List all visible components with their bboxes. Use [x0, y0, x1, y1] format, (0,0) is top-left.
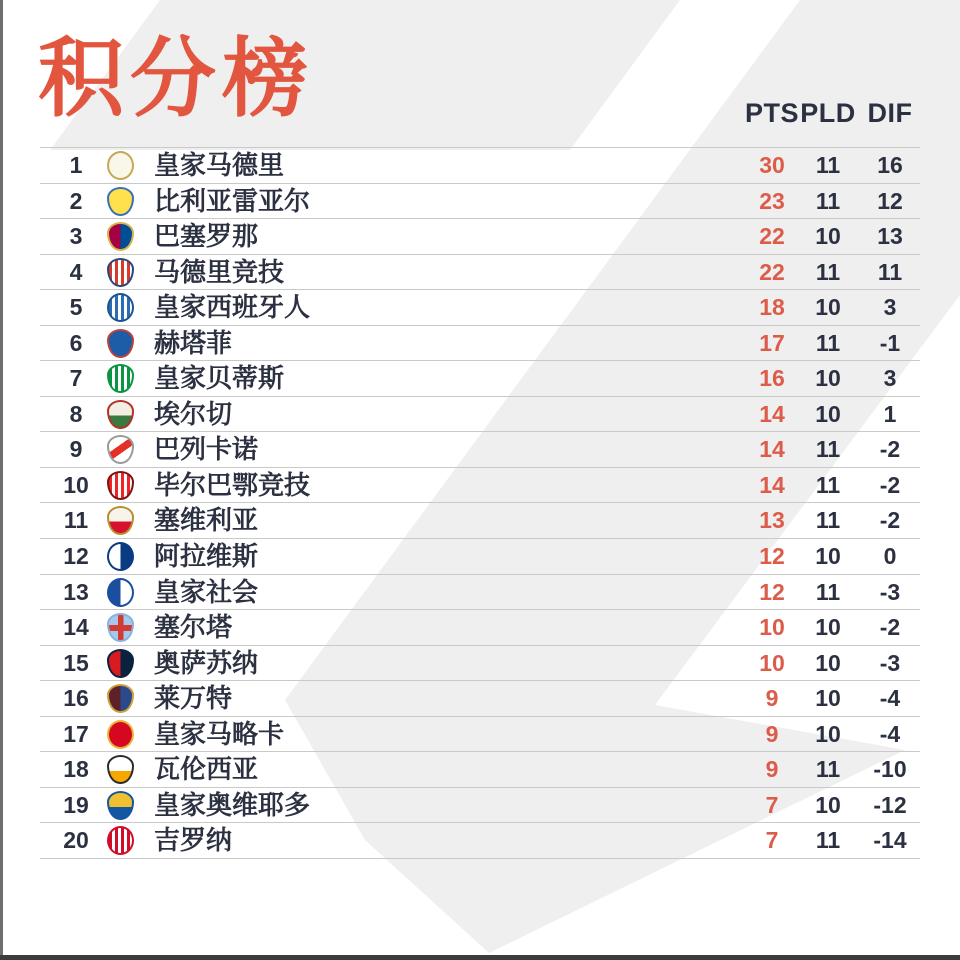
team-name-cell: 阿拉维斯	[154, 541, 259, 572]
dif-cell: 11	[877, 258, 903, 285]
table-row	[40, 646, 920, 682]
pts-cell: 9	[765, 720, 779, 747]
team-name-cell: 莱万特	[154, 683, 233, 714]
rank-cell: 9	[69, 436, 83, 463]
team-crest-icon	[107, 400, 134, 429]
rank-cell: 5	[69, 294, 83, 321]
rank-cell: 15	[63, 649, 89, 676]
pts-cell: 14	[759, 400, 785, 427]
dif-cell: 13	[877, 223, 903, 250]
pld-cell: 11	[815, 187, 841, 214]
team-name-cell: 皇家社会	[154, 576, 259, 607]
team-name-cell: 皇家西班牙人	[154, 292, 311, 323]
table-row	[40, 219, 920, 255]
dif-cell: -2	[879, 507, 901, 534]
rank-cell: 7	[69, 365, 83, 392]
team-name-cell: 比利亚雷亚尔	[154, 185, 311, 216]
pld-cell: 10	[815, 614, 841, 641]
dif-cell: -1	[879, 329, 901, 356]
pts-cell: 16	[759, 365, 785, 392]
team-name-cell: 巴列卡诺	[154, 434, 259, 465]
rank-cell: 3	[69, 223, 83, 250]
team-crest-icon	[107, 649, 134, 678]
dif-cell: 3	[883, 365, 897, 392]
team-crest-icon	[107, 435, 134, 464]
table-row	[40, 468, 920, 504]
column-header-pld: PLD	[800, 98, 856, 128]
team-crest-icon	[107, 329, 134, 358]
team-crest-icon	[107, 720, 134, 749]
team-name-cell: 皇家马略卡	[154, 718, 285, 749]
pts-cell: 7	[765, 791, 779, 818]
team-crest-icon	[107, 187, 134, 216]
team-crest-icon	[107, 222, 134, 251]
pld-cell: 11	[815, 436, 841, 463]
pts-cell: 10	[759, 614, 785, 641]
column-header-pts: PTS	[744, 98, 799, 128]
team-name-cell: 塞尔塔	[154, 612, 233, 643]
pld-cell: 10	[815, 543, 841, 570]
pld-cell: 10	[815, 365, 841, 392]
team-crest-icon	[107, 578, 134, 607]
table-row	[40, 503, 920, 539]
team-name-cell: 毕尔巴鄂竞技	[154, 469, 311, 500]
team-crest-icon	[107, 755, 134, 784]
dif-cell: 0	[883, 543, 897, 570]
team-name-cell: 巴塞罗那	[154, 221, 259, 252]
pld-cell: 10	[815, 223, 841, 250]
pld-cell: 10	[815, 649, 841, 676]
table-row	[40, 610, 920, 646]
standings-rows	[40, 147, 920, 859]
pld-cell: 11	[815, 471, 841, 498]
pld-cell: 11	[815, 507, 841, 534]
team-name-cell: 奥萨苏纳	[154, 647, 259, 678]
team-crest-icon	[107, 684, 134, 713]
dif-cell: -2	[879, 436, 901, 463]
rank-cell: 13	[63, 578, 89, 605]
team-name-cell: 埃尔切	[154, 398, 233, 429]
dif-cell: 3	[883, 294, 897, 321]
dif-cell: 16	[877, 152, 903, 178]
table-row	[40, 326, 920, 362]
pld-cell: 10	[815, 294, 841, 321]
dif-cell: 1	[883, 400, 897, 427]
column-header-dif: DIF	[867, 98, 913, 128]
rank-cell: 2	[69, 187, 83, 214]
table-row	[40, 575, 920, 611]
pld-cell: 10	[815, 400, 841, 427]
rank-cell: 11	[63, 507, 89, 534]
table-row	[40, 539, 920, 575]
table-row	[40, 752, 920, 788]
pts-cell: 14	[759, 471, 785, 498]
team-crest-icon	[107, 791, 134, 820]
rank-cell: 1	[69, 152, 83, 178]
rank-cell: 19	[63, 791, 89, 818]
rank-cell: 12	[63, 543, 89, 570]
pts-cell: 22	[759, 223, 785, 250]
rank-cell: 8	[69, 400, 83, 427]
dif-cell: -4	[879, 685, 901, 712]
team-crest-icon	[107, 293, 134, 322]
dif-cell: -2	[879, 471, 901, 498]
team-name-cell: 皇家奥维耶多	[154, 789, 311, 820]
dif-cell: -2	[879, 614, 901, 641]
team-name-cell: 塞维利亚	[154, 505, 259, 536]
pld-cell: 10	[815, 720, 841, 747]
pts-cell: 18	[759, 294, 785, 321]
table-row	[40, 788, 920, 824]
pts-cell: 12	[759, 578, 785, 605]
pts-cell: 30	[759, 152, 785, 178]
table-row	[40, 717, 920, 753]
bottom-frame-edge	[0, 955, 960, 960]
table-row	[40, 397, 920, 433]
dif-cell: -3	[879, 649, 901, 676]
team-name-cell: 马德里竞技	[154, 256, 285, 287]
left-frame-edge	[0, 0, 3, 960]
rank-cell: 20	[63, 827, 89, 854]
pld-cell: 11	[815, 756, 841, 783]
table-header-row	[40, 94, 920, 132]
team-crest-icon	[107, 542, 134, 571]
table-row	[40, 255, 920, 291]
pts-cell: 23	[759, 187, 785, 214]
rank-cell: 10	[63, 471, 89, 498]
table-row	[40, 823, 920, 859]
table-row	[40, 681, 920, 717]
team-crest-icon	[107, 506, 134, 535]
team-crest-icon	[107, 471, 134, 500]
page-title: 积分榜	[38, 31, 314, 127]
dif-cell: -10	[873, 756, 907, 783]
team-name-cell: 皇家贝蒂斯	[154, 363, 285, 394]
table-row	[40, 361, 920, 397]
pts-cell: 10	[759, 649, 785, 676]
rank-cell: 4	[69, 258, 83, 285]
team-crest-icon	[107, 151, 134, 180]
pts-cell: 9	[765, 756, 779, 783]
team-name-cell: 瓦伦西亚	[154, 754, 259, 785]
dif-cell: -14	[873, 827, 907, 854]
pts-cell: 14	[759, 436, 785, 463]
pts-cell: 13	[759, 507, 785, 534]
table-row	[40, 432, 920, 468]
team-crest-icon	[107, 364, 134, 393]
rank-cell: 18	[63, 756, 89, 783]
table-row	[40, 290, 920, 326]
pld-cell: 10	[815, 685, 841, 712]
team-name-cell: 吉罗纳	[154, 825, 233, 856]
dif-cell: -12	[873, 791, 907, 818]
table-row	[40, 184, 920, 220]
pts-cell: 7	[765, 827, 779, 854]
pld-cell: 11	[815, 578, 841, 605]
dif-cell: 12	[877, 187, 903, 214]
pld-cell: 10	[815, 791, 841, 818]
team-crest-icon	[107, 826, 134, 855]
rank-cell: 16	[63, 685, 89, 712]
pld-cell: 11	[815, 827, 841, 854]
pts-cell: 9	[765, 685, 779, 712]
rank-cell: 14	[63, 614, 89, 641]
pld-cell: 11	[815, 329, 841, 356]
pts-cell: 12	[759, 543, 785, 570]
pld-cell: 11	[815, 258, 841, 285]
team-name-cell: 赫塔菲	[154, 327, 233, 358]
table-row	[40, 148, 920, 184]
dif-cell: -3	[879, 578, 901, 605]
dif-cell: -4	[879, 720, 901, 747]
rank-cell: 17	[63, 720, 89, 747]
pld-cell: 11	[815, 152, 841, 178]
team-crest-icon	[107, 258, 134, 287]
pts-cell: 17	[759, 329, 785, 356]
pts-cell: 22	[759, 258, 785, 285]
rank-cell: 6	[69, 329, 83, 356]
team-crest-icon	[107, 613, 134, 642]
team-name-cell: 皇家马德里	[154, 150, 285, 180]
